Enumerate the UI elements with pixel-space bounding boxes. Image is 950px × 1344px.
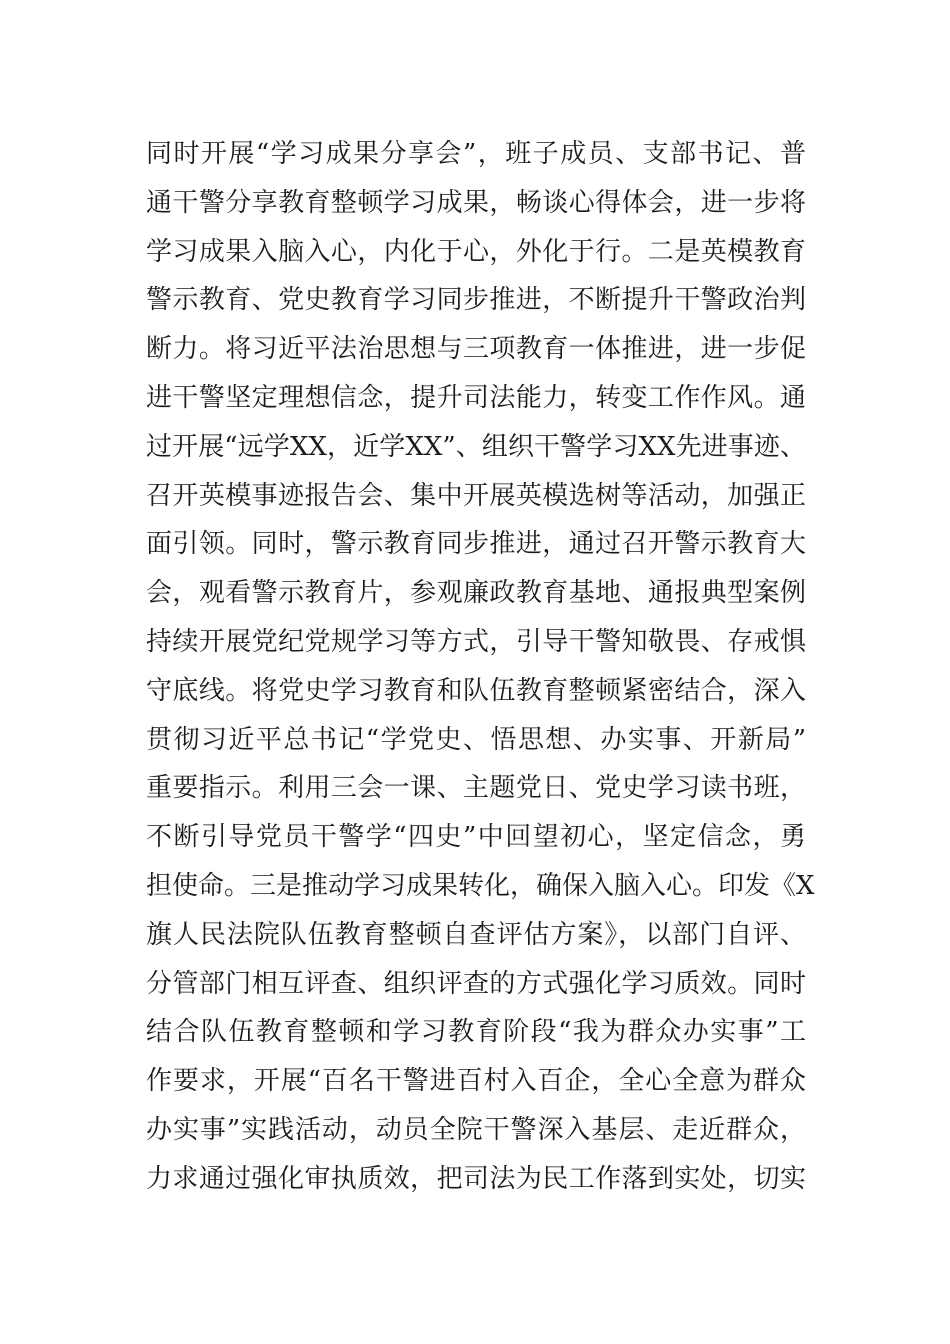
text-line: 持续开展党纪党规学习等方式，引导干警知敬畏、存戒惧 (146, 626, 806, 657)
text-line: 通干警分享教育整顿学习成果，畅谈心得体会，进一步将 (146, 187, 806, 218)
text-line: 过开展“远学XX，近学XX”、组织干警学习XX先进事迹、 (146, 431, 806, 462)
text-line: 力求通过强化审执质效，把司法为民工作落到实处，切实 (146, 1163, 806, 1194)
text-line: 进干警坚定理想信念，提升司法能力，转变工作作风。通 (146, 382, 806, 413)
text-line: 办实事”实践活动，动员全院干警深入基层、走近群众， (146, 1114, 806, 1145)
text-line: 警示教育、党史教育学习同步推进，不断提升干警政治判 (146, 285, 806, 316)
text-line: 同时开展“学习成果分享会”，班子成员、支部书记、普 (146, 139, 806, 169)
text-line: 不断引导党员干警学“四史”中回望初心，坚定信念，勇 (146, 822, 806, 853)
text-line: 作要求，开展“百名干警进百村入百企，全心全意为群众 (146, 1066, 806, 1097)
text-line: 面引领。同时，警示教育同步推进，通过召开警示教育大 (146, 529, 806, 560)
text-line: 贯彻习近平总书记“学党史、悟思想、办实事、开新局” (146, 724, 806, 755)
body-paragraph (146, 130, 815, 1204)
text-line: 会，观看警示教育片，参观廉政教育基地、通报典型案例 (146, 578, 806, 609)
text-line: 重要指示。利用三会一课、主题党日、党史学习读书班， (146, 773, 806, 804)
text-line: 结合队伍教育整顿和学习教育阶段“我为群众办实事”工 (146, 1017, 806, 1048)
text-line: 旗人民法院队伍教育整顿自查评估方案》，以部门自评、 (146, 919, 806, 950)
text-line: 担使命。三是推动学习成果转化，确保入脑入心。印发《X (146, 870, 815, 901)
text-line: 分管部门相互评查、组织评查的方式强化学习质效。同时 (146, 968, 806, 999)
text-line: 学习成果入脑入心，内化于心，外化于行。二是英模教育 (146, 236, 806, 267)
text-line: 召开英模事迹报告会、集中开展英模选树等活动，加强正 (146, 480, 806, 511)
text-line: 断力。将习近平法治思想与三项教育一体推进，进一步促 (146, 334, 806, 365)
text-line: 守底线。将党史学习教育和队伍教育整顿紧密结合，深入 (146, 675, 806, 706)
